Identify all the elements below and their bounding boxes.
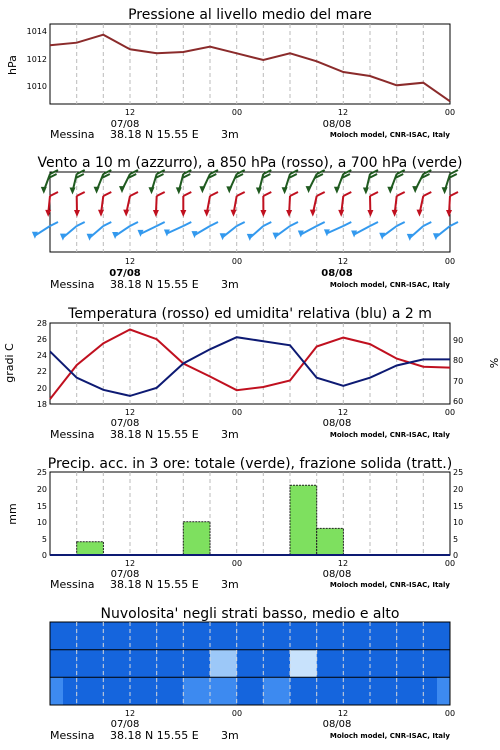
cloud-cell <box>103 622 130 650</box>
wind-xtick-12b: 12 <box>337 257 349 266</box>
temperature-ytick-20: 20 <box>36 384 47 393</box>
precip-xtick-00b: 00 <box>444 559 456 568</box>
humidity-ytick-70: 70 <box>453 377 464 386</box>
precip-ytick-5: 5 <box>41 535 47 544</box>
cloud-cell <box>210 622 237 650</box>
wind-footer-elevation: 3m <box>221 278 239 291</box>
cloud-cell <box>263 650 290 678</box>
wind-date-1: 07/08 <box>109 268 141 279</box>
precip-ytick-right-5: 5 <box>453 535 459 544</box>
temperature-xtick-00a: 00 <box>231 408 243 417</box>
cloud-cell <box>157 650 184 678</box>
cloud-cell <box>343 650 370 678</box>
cloud-cell <box>50 677 63 705</box>
precip-ytick-right-25: 25 <box>453 468 464 477</box>
cloud-cell <box>157 677 184 705</box>
pressure-xtick-00a: 00 <box>231 108 243 117</box>
cloud-cell <box>77 650 104 678</box>
cloud-cells <box>50 622 450 705</box>
pressure-plot-frame <box>50 24 450 104</box>
cloud-cell <box>437 677 450 705</box>
wind-xtick-00b: 00 <box>444 257 456 266</box>
pressure-panel <box>6 7 455 141</box>
temperature-panel <box>3 306 500 441</box>
clouds-footer-model: Moloch model, CNR-ISAC, Italy <box>329 732 450 740</box>
cloud-cell <box>343 677 370 705</box>
cloud-cell <box>183 677 210 705</box>
precip-bar <box>290 485 317 555</box>
cloud-cell <box>317 650 344 678</box>
cloud-cell <box>50 650 77 678</box>
clouds-date-2: 08/08 <box>322 719 352 730</box>
pressure-xtick-00b: 00 <box>444 108 456 117</box>
precip-date-2: 08/08 <box>322 569 352 580</box>
pressure-footer-coords: 38.18 N 15.55 E <box>110 128 199 141</box>
cloud-cell <box>103 677 130 705</box>
temperature-footer-elevation: 3m <box>221 428 239 441</box>
pressure-ytick-1014: 1014 <box>26 27 47 36</box>
clouds-xtick-12b: 12 <box>337 709 349 718</box>
precip-xtick-12b: 12 <box>337 559 349 568</box>
pressure-footer-model: Moloch model, CNR-ISAC, Italy <box>329 131 450 139</box>
temperature-footer-location: Messina <box>50 428 95 441</box>
cloud-cell <box>317 622 344 650</box>
pressure-ytick-1010: 1010 <box>26 82 47 91</box>
clouds-panel <box>50 606 455 742</box>
cloud-cell <box>183 650 210 678</box>
temperature-title: Temperatura (rosso) ed umidita' relativa (blu) a 2 m <box>68 306 432 322</box>
cloud-cell <box>263 622 290 650</box>
cloud-cell <box>370 622 397 650</box>
pressure-title: Pressione al livello medio del mare <box>128 7 372 23</box>
precip-footer-elevation: 3m <box>221 578 239 591</box>
precip-footer-location: Messina <box>50 578 95 591</box>
precip-ytick-15: 15 <box>36 502 47 511</box>
cloud-cell <box>263 677 290 705</box>
cloud-cell <box>237 677 264 705</box>
temperature-date-1: 07/08 <box>110 418 140 429</box>
clouds-footer-location: Messina <box>50 729 95 742</box>
clouds-xtick-00b: 00 <box>444 709 456 718</box>
cloud-cell <box>397 677 424 705</box>
cloud-cell <box>210 650 237 678</box>
cloud-cell <box>397 622 424 650</box>
wind-footer-location: Messina <box>50 278 95 291</box>
precip-ytick-right-20: 20 <box>453 485 464 494</box>
precip-ytick-20: 20 <box>36 485 47 494</box>
precip-panel <box>6 456 463 591</box>
precip-ytick-right-0: 0 <box>453 551 459 560</box>
wind-panel <box>32 155 463 291</box>
precip-xtick-12a: 12 <box>124 559 136 568</box>
humidity-ytick-90: 90 <box>453 336 464 345</box>
wind-title: Vento a 10 m (azzurro), a 850 hPa (rosso), a 700 hPa (verde) <box>37 155 463 171</box>
pressure-footer-elevation: 3m <box>221 128 239 141</box>
cloud-cell <box>77 677 104 705</box>
wind-xtick-12a: 12 <box>124 257 136 266</box>
precip-footer-model: Moloch model, CNR-ISAC, Italy <box>329 581 450 589</box>
cloud-cell <box>237 622 264 650</box>
precip-ytick-10: 10 <box>36 518 47 527</box>
temperature-footer-model: Moloch model, CNR-ISAC, Italy <box>329 431 450 439</box>
pressure-ylabel: hPa <box>6 55 19 75</box>
clouds-footer-coords: 38.18 N 15.55 E <box>110 729 199 742</box>
precip-xtick-00a: 00 <box>231 559 243 568</box>
cloud-cell <box>130 677 157 705</box>
cloud-cell <box>237 650 264 678</box>
precip-bar <box>77 542 104 555</box>
cloud-cell <box>397 650 424 678</box>
cloud-cell <box>290 622 317 650</box>
precip-ytick-right-15: 15 <box>453 502 464 511</box>
cloud-cell <box>183 622 210 650</box>
clouds-xtick-12a: 12 <box>124 709 136 718</box>
precip-title: Precip. acc. in 3 ore: totale (verde), frazione solida (tratt.) <box>47 456 453 472</box>
humidity-ytick-80: 80 <box>453 356 464 365</box>
precip-plot-frame <box>50 472 450 555</box>
pressure-xtick-12b: 12 <box>337 108 349 117</box>
temperature-ytick-24: 24 <box>36 351 47 360</box>
clouds-xtick-00a: 00 <box>231 709 243 718</box>
cloud-cell <box>103 650 130 678</box>
cloud-cell <box>317 677 344 705</box>
wind-xtick-00a: 00 <box>231 257 243 266</box>
cloud-cell <box>130 650 157 678</box>
cloud-cell <box>130 622 157 650</box>
wind-footer-coords: 38.18 N 15.55 E <box>110 278 199 291</box>
cloud-cell <box>370 677 397 705</box>
cloud-cell <box>210 677 237 705</box>
temperature-xtick-12b: 12 <box>337 408 349 417</box>
temperature-ylabel: gradi C <box>3 343 16 383</box>
temperature-footer-coords: 38.18 N 15.55 E <box>110 428 199 441</box>
pressure-date-1: 07/08 <box>110 119 140 130</box>
cloud-cell <box>77 622 104 650</box>
temperature-ytick-28: 28 <box>36 319 47 328</box>
precip-footer-coords: 38.18 N 15.55 E <box>110 578 199 591</box>
precip-date-1: 07/08 <box>110 569 140 580</box>
precip-ylabel: mm <box>6 503 19 525</box>
wind-footer-model: Moloch model, CNR-ISAC, Italy <box>329 281 450 289</box>
cloud-cell <box>370 650 397 678</box>
precip-ytick-25: 25 <box>36 468 47 477</box>
humidity-ylabel: % <box>487 357 500 369</box>
temperature-xtick-12a: 12 <box>124 408 136 417</box>
wind-date-2: 08/08 <box>321 268 353 279</box>
clouds-date-1: 07/08 <box>110 719 140 730</box>
cloud-cell <box>290 650 317 678</box>
cloud-cell <box>423 622 450 650</box>
cloud-cell <box>423 650 450 678</box>
humidity-ytick-60: 60 <box>453 397 464 406</box>
cloud-cell <box>157 622 184 650</box>
cloud-cell <box>50 622 77 650</box>
pressure-ytick-1012: 1012 <box>26 55 47 64</box>
temperature-xtick-00b: 00 <box>444 408 456 417</box>
precip-bar <box>183 522 210 555</box>
clouds-title: Nuvolosita' negli strati basso, medio e alto <box>100 606 400 622</box>
temperature-ytick-22: 22 <box>36 367 47 376</box>
cloud-cell <box>343 622 370 650</box>
cloud-cell <box>290 677 317 705</box>
clouds-footer-elevation: 3m <box>221 729 239 742</box>
temperature-ytick-26: 26 <box>36 335 47 344</box>
temperature-date-2: 08/08 <box>322 418 352 429</box>
pressure-xtick-12a: 12 <box>124 108 136 117</box>
precip-bar <box>317 528 344 555</box>
precip-ytick-right-10: 10 <box>453 518 464 527</box>
temperature-ytick-18: 18 <box>36 400 47 409</box>
pressure-date-2: 08/08 <box>322 119 352 130</box>
pressure-footer-location: Messina <box>50 128 95 141</box>
precip-ytick-0: 0 <box>41 551 47 560</box>
